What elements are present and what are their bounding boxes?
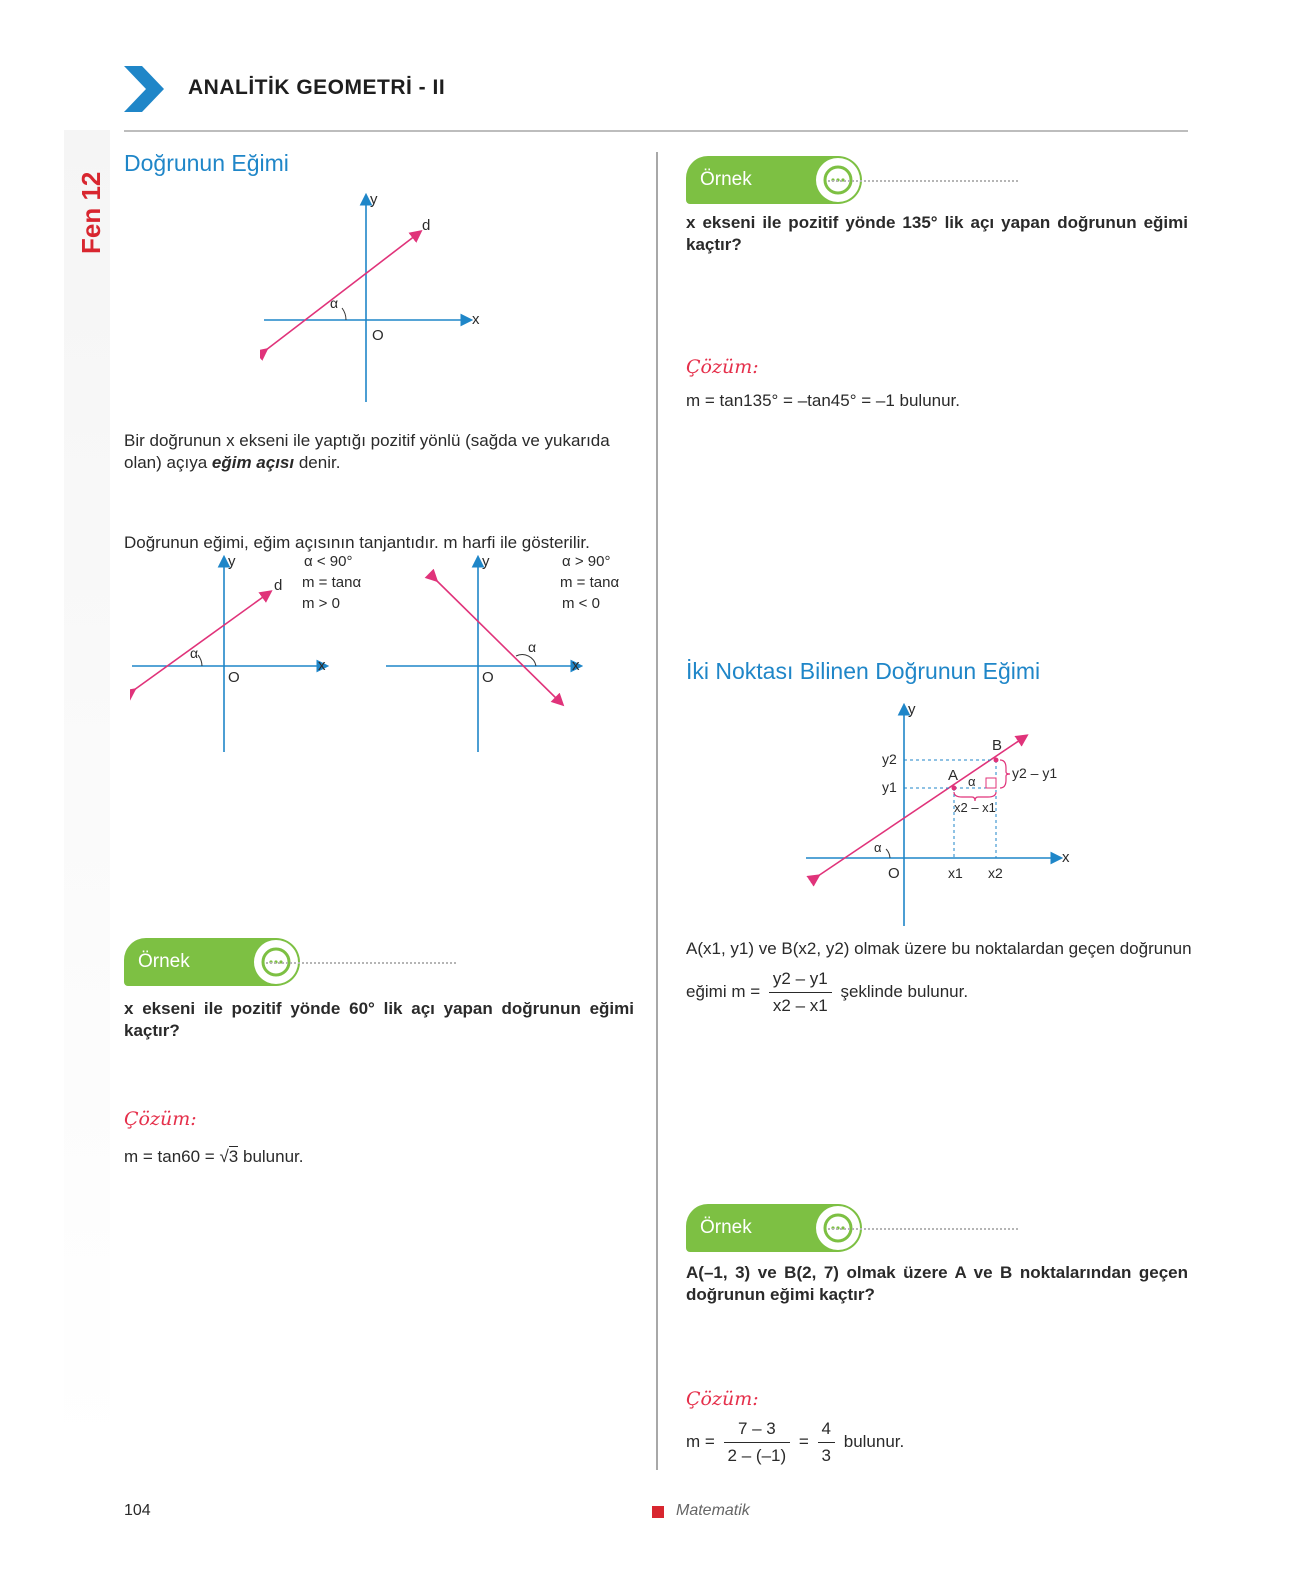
fig2-dy-label: y2 – y1 [1012,765,1058,781]
solution-answer-3 [686,1418,904,1467]
answer-fraction-2 [818,1418,835,1467]
answer-denominator-2: 3 [821,1446,832,1465]
fig2-alpha-outer: α [874,840,882,855]
fig1-origin-label: O [372,327,384,344]
figB-formula: m = tanα [560,574,620,591]
figure-two-points [800,700,1070,935]
solution-answer-2: m = tan135° = –tan45° = –1 bulunur. [686,391,961,410]
solution-label-3: Çözüm: [686,1388,759,1410]
figA-alpha-label: α [190,645,199,661]
figA-d-label: d [274,577,283,594]
figB-y-label: y [482,553,490,570]
answer-fraction-1 [724,1418,791,1467]
formula-fraction [769,968,832,1017]
figB-origin-label: O [482,669,494,686]
section-heading-two-points: İki Noktası Bilinen Doğrunun Eğimi [686,658,1041,684]
side-label-fen: Fen 12 [76,171,106,254]
fig1-x-label: x [472,311,480,328]
solution-label-1: Çözüm: [124,1108,197,1130]
fig2-origin-label: O [888,865,900,882]
example-dotted-line [828,1228,1018,1230]
figA-y-label: y [228,553,236,570]
fig2-y-label: y [908,701,916,718]
answer-text: m = tan60 = [124,1147,220,1166]
fig2-dx-label: x2 – x1 [954,800,996,815]
fig1-y-label: y [370,191,378,208]
column-divider [656,152,658,1470]
definition-text-a: Bir doğrunun x ekseni ile yaptığı pozitif yönlü (sağda ve yukarıda olan) açıya [124,431,610,472]
figA-cond: α < 90° [304,553,353,570]
answer-denominator-1: 2 – (–1) [727,1446,787,1465]
answer-suffix: bulunur. [238,1147,304,1166]
formula-denominator: x2 – x1 [772,996,828,1015]
example-dotted-line [828,180,1018,182]
page-title: ANALİTİK GEOMETRİ - II [188,76,446,99]
figB-x-label: x [572,657,580,674]
answer-numerator-1: 7 – 3 [724,1418,791,1443]
answer-suffix: bulunur. [843,1431,905,1451]
solution-answer-1 [124,1146,304,1168]
fig2-point-b: B [992,737,1003,754]
slope-formula [686,968,968,1017]
section-heading-slope: Doğrunun Eğimi [124,150,289,176]
formula-prefix: eğimi m = [686,981,761,1001]
subject-square-icon [652,1506,664,1518]
figure-negative-slope [384,552,634,767]
fig1-alpha-label: α [330,295,339,311]
fig2-x2-label: x2 [988,865,1003,881]
formula-suffix: şeklinde bulunur. [840,981,969,1001]
sqrt-symbol: √ [219,1147,229,1166]
answer-equals: = [798,1431,809,1451]
solution-label-2: Çözüm: [686,356,759,378]
chevron-icon [124,66,164,117]
two-point-paragraph: A(x1, y1) ve B(x2, y2) olmak üzere bu noktalardan geçen doğrunun [686,939,1192,958]
example-label: Örnek [700,169,752,190]
fig2-x-label: x [1062,849,1070,866]
side-label [76,150,106,260]
figA-sign: m > 0 [302,595,340,612]
definition-paragraph [124,430,634,474]
subject-name: Matematik [676,1502,750,1519]
figB-alpha-label: α [528,639,537,655]
figA-x-label: x [318,657,326,674]
figA-origin-label: O [228,669,240,686]
example-dotted-line [266,962,456,964]
answer-numerator-2: 4 [818,1418,835,1443]
fig2-y2-label: y2 [882,751,897,767]
header-divider [124,130,1188,132]
answer-prefix: m = [686,1431,715,1451]
figB-sign: m < 0 [562,595,600,612]
side-strip [64,130,110,1460]
definition-text-c: denir. [294,453,341,472]
example-label: Örnek [138,951,190,972]
fig2-point-a: A [948,767,959,784]
page-number: 104 [124,1502,151,1519]
sqrt-radicand: 3 [228,1147,239,1166]
formula-numerator: y2 – y1 [769,968,832,993]
figure-slope-angle [260,190,520,410]
example-question-3: A(–1, 3) ve B(2, 7) olmak üzere A ve B noktalarından geçen doğrunun eğimi kaçtır? [686,1263,1188,1304]
fig2-alpha-inner: α [968,774,976,789]
fig1-d-label: d [422,217,431,234]
example-question-1: x ekseni ile pozitif yönde 60° lik açı yapan doğrunun eğimi kaçtır? [124,999,634,1040]
figB-cond: α > 90° [562,553,611,570]
figA-formula: m = tanα [302,574,362,591]
example-question-2: x ekseni ile pozitif yönde 135° lik açı yapan doğrunun eğimi kaçtır? [686,213,1188,254]
fig2-y1-label: y1 [882,779,897,795]
fig2-x1-label: x1 [948,865,963,881]
slope-definition: Doğrunun eğimi, eğim açısının tanjantıdır. m harfi ile gösterilir. [124,533,590,552]
definition-term: eğim açısı [211,453,295,472]
example-label: Örnek [700,1217,752,1238]
figure-positive-slope [130,552,370,767]
